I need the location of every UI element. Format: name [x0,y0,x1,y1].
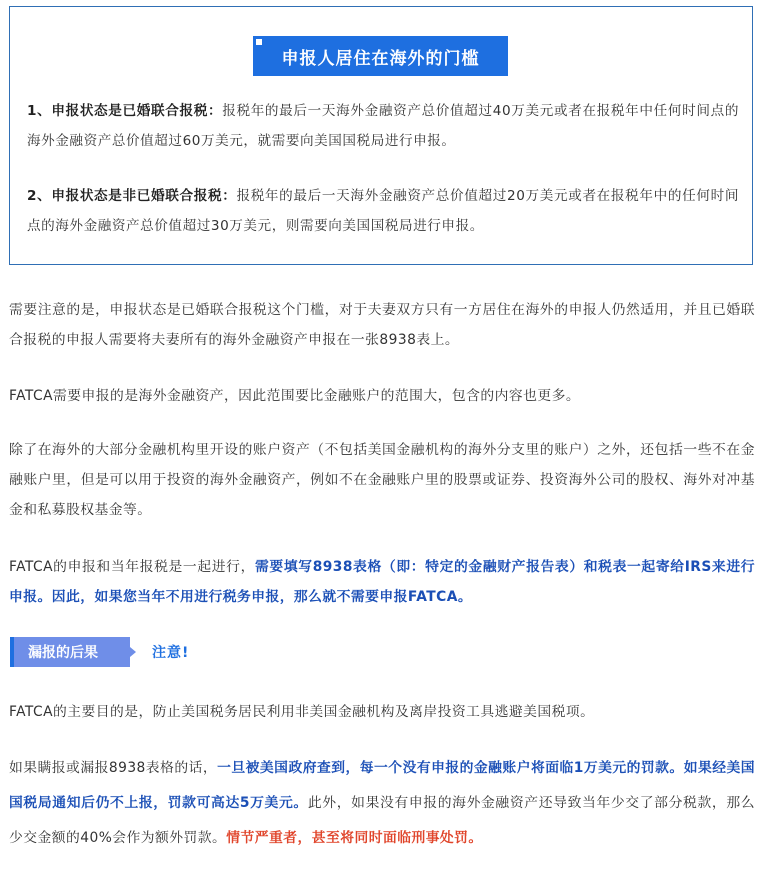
box-title: 申报人居住在海外的门槛 [253,36,508,76]
item-lead: 2、申报状态是非已婚联合报税： [27,188,237,204]
section-tag-note: 注意! [152,645,190,661]
penalty-criminal: 情节严重者，甚至将同时面临刑事处罚。 [226,830,483,846]
paragraph-joint-note: 需要注意的是，申报状态是已婚联合报税这个门槛，对于夫妻双方只有一方居住在海外的申报人仍然适用，并且已婚联合报税的申报人需要将夫妻所有的海外金融资产申报在一张8938表上。 [9,302,755,348]
item-text: 报税年的最后一天海外金融资产总价值超过20万美元或者在报税年中的任何时间点的海外金融资产总价值超过30万美元，则需要向美国国税局进行申报。 [27,188,739,234]
filing-text: FATCA的申报和当年报税是一起进行， [9,559,256,575]
paragraph-filing [9,552,755,612]
threshold-item-married [27,96,739,156]
section-tag-label: 漏报的后果 [14,637,130,667]
paragraph-scope: FATCA需要申报的是海外金融资产，因此范围要比金融账户的范围大，包含的内容也更多。 [9,388,581,404]
title-accent [256,39,262,45]
penalty-text: 如果瞒报或漏报8938表格的话， [9,760,218,776]
paragraph-purpose: FATCA的主要目的是，防止美国税务居民利用非美国金融机构及离岸投资工具逃避美国税项。 [9,704,595,720]
item-text: 报税年的最后一天海外金融资产总价值超过40万美元或者在报税年中任何时间点的海外金融资产总价值超过60万美元，就需要向美国国税局进行申报。 [27,103,739,149]
paragraph-penalty [9,751,755,856]
filing-highlight: 需要填写8938表格（即：特定的金融财产报告表）和税表一起寄给IRS来进行申报。因此，如果您当年不用进行税务申报，那么就不需要申报FATCA。 [9,559,755,605]
penalty-highlight: 一旦被美国政府查到，每一个没有申报的金融账户将面临1万美元的罚款。如果经美国国税局通知后仍不上报，罚款可高达5万美元。 [9,760,756,811]
section-tag [10,637,189,667]
item-lead: 1、申报状态是已婚联合报税： [27,103,223,119]
threshold-item-unmarried [27,181,739,241]
paragraph-assets: 除了在海外的大部分金融机构里开设的账户资产（不包括美国金融机构的海外分支里的账户）之外，还包括一些不在金融账户里，但是可以用于投资的海外金融资产，例如不在金融账户里的股票或证券、投资海外公司的股权、海外对冲基金和私募股权基金等。 [9,442,755,518]
penalty-extra: 此外，如果没有申报的海外金融资产还导致当年少交了部分税款，那么少交金额的40%会作为额外罚款。 [9,795,755,846]
